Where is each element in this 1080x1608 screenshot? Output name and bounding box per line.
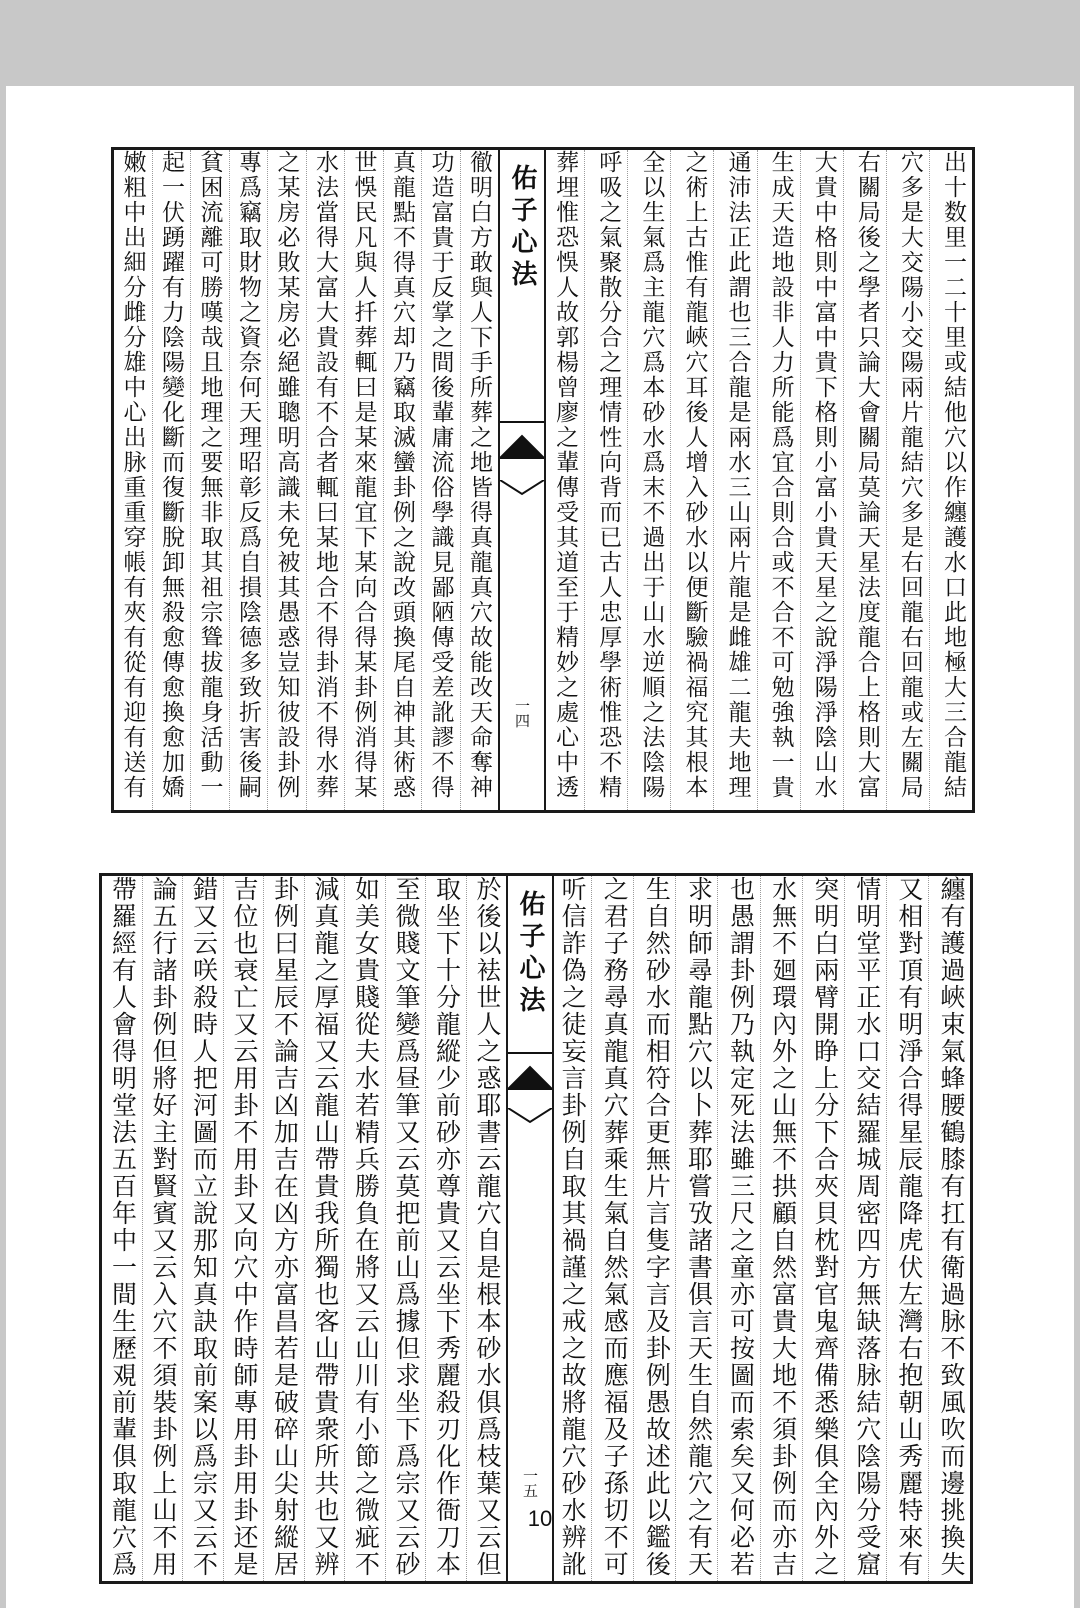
text-column: 通沛法正此謂也三合龍是兩水三山兩片龍是雌雄二龍夫地理 xyxy=(713,150,756,810)
text-column: 世悞民凡與人扦葬輒曰是某來龍宜下某向合得某卦例消得某 xyxy=(344,150,383,810)
text-column: 听信詐偽之徒妄言卦例自取其禍謹之戒之故將龍穴砂水辨訛 xyxy=(558,876,588,1578)
text-column: 又相對頂有明淨合得星辰龍降虎伏左灣右抱朝山秀麗特來有 xyxy=(886,876,928,1581)
text-column: 情明堂平正水口交結羅城周密四方無缺落脉結穴陰陽分受窟 xyxy=(844,876,886,1581)
text-column: 於後以袪世人之惑耶書云龍穴自是根本砂水俱爲枝葉又云但 xyxy=(466,876,507,1581)
text-column: 帶羅經有人會得明堂法五百年中一間生歷覌前輩俱取龍穴爲 xyxy=(108,876,138,1578)
fish-tail-ornament-lower xyxy=(508,1108,552,1128)
text-column: 水法當得大富大貴設有不合者輒曰某地合不得卦消不得水葬 xyxy=(306,150,345,810)
text-column: 大貴中格則中富中貴下格則小富小貴天星之說淨陽淨陰山水 xyxy=(800,150,843,810)
text-column: 生自然砂水而相符合更無片言隻字言及卦例愚故述此以鑑後 xyxy=(633,876,675,1581)
top-spine xyxy=(498,150,546,810)
text-column: 貧困流離可勝嘆哉且地理之要無非取其祖宗聳拔龍身活動一 xyxy=(190,150,229,810)
top-spread xyxy=(111,147,975,813)
text-column: 減真龍之厚福又云龍山帶貴我所獨也客山帶貴衆所共也又辨 xyxy=(304,876,345,1581)
text-column: 突明白兩臂開睁上分下合夾貝枕對官鬼齊備悉樂俱全內外之 xyxy=(802,876,844,1581)
spine-page-number: 一五 xyxy=(521,1468,539,1498)
text-column: 徹明白方敢與人下手所葬之地皆得真龍真穴故能改天命奪神 xyxy=(460,150,499,810)
top-right-page xyxy=(542,150,972,810)
text-column: 生成天造地設非人力所能爲宜合則合或不合不可勉強執一貴 xyxy=(757,150,800,810)
page-number: 10 xyxy=(527,1506,553,1531)
top-left-page xyxy=(114,150,498,810)
text-column: 之術上古惟有龍峽穴耳後人增入砂水以便斷驗禍福究其根本 xyxy=(670,150,713,810)
scanned-page xyxy=(6,86,1074,1608)
text-column: 真龍點不得真穴却乃竊取滅蠻卦例之說改頭換尾自神其術惑 xyxy=(383,150,422,810)
text-column: 之某房必敗某房必絕雖聰明高識未免被其愚惑豈知彼設卦例 xyxy=(267,150,306,810)
text-column: 水無不廻環內外之山無不拱顧自然富貴大地不須卦例而亦吉 xyxy=(760,876,802,1581)
text-column: 卦例曰星辰不論吉凶加吉在凶方亦富昌若是破碎山尖射縱居 xyxy=(263,876,304,1581)
text-column: 功造富貴于反掌之間後輩庸流俗學識見鄙陋傳受差訛謬不得 xyxy=(421,150,460,810)
text-column: 錯又云咲殺時人把河圖而立說那知真訣取前案以爲宗又云不 xyxy=(182,876,223,1581)
spine-title: 佑子心法 xyxy=(515,890,545,1018)
spine-page-number: 一四 xyxy=(513,698,531,728)
text-column: 論五行諸卦例但將好主對賢賓又云入穴不須裝卦例上山不用 xyxy=(142,876,183,1581)
text-column: 吉位也衰亡又云用卦不用卦又向穴中作時師專用卦用卦还是 xyxy=(223,876,264,1581)
text-column: 之君子務尋真龍真穴葬乘生氣自然氣感而應福及子孫切不可 xyxy=(591,876,633,1581)
text-column: 專爲竊取財物之資奈何天理昭彰反爲自損陰德多致折害後嗣 xyxy=(229,150,268,810)
text-column: 如美女貴賤從夫水若精兵勝負在將又云山川有小節之微疵不 xyxy=(344,876,385,1581)
text-column: 求明師尋龍點穴以卜葬耶嘗攷諸書俱言天生自然龍穴之有天 xyxy=(675,876,717,1581)
text-column: 呼吸之氣聚散分合之理情性向背而已古人忠厚學術惟恐不精 xyxy=(584,150,627,810)
text-column: 也愚謂卦例乃執定死法雖三尺之童亦可按圖而索矣又何必若 xyxy=(717,876,759,1581)
text-column: 出十数里一二十里或結他穴以作纏護水口此地極大三合龍結 xyxy=(929,150,972,810)
text-column: 纏有護過峽束氣蜂腰鶴膝有扛有衛過脉不致風吹而邊挑換失 xyxy=(928,876,970,1581)
fish-tail-ornament xyxy=(508,1051,552,1091)
fish-tail-ornament xyxy=(500,420,544,460)
text-column: 至微賤文筆變爲昼筆又云莫把前山爲據但求坐下爲宗又云砂 xyxy=(385,876,426,1581)
text-column: 葬埋惟恐悞人故郭楊曾廖之輩傳受其道至于精妙之處心中透 xyxy=(552,150,579,800)
text-column: 起一伏踴躍有力陰陽變化斷而復斷脫卸無殺愈傳愈換愈加嬌 xyxy=(152,150,191,810)
text-column: 右關局後之學者只論大會關局莫論天星法度龍合上格則大富 xyxy=(843,150,886,810)
bottom-right-page xyxy=(550,876,970,1581)
bottom-left-page xyxy=(102,876,506,1581)
fish-tail-ornament-lower xyxy=(500,480,544,500)
text-column: 穴多是大交陽小交陽兩片龍結穴多是右回龍右回龍或左關局 xyxy=(886,150,929,810)
bottom-spine xyxy=(506,876,554,1581)
spine-title: 佑子心法 xyxy=(507,164,537,292)
text-column: 全以生氣爲主龍穴爲本砂水爲末不過出于山水逆順之法陰陽 xyxy=(627,150,670,810)
bottom-spread xyxy=(99,873,973,1584)
text-column: 取坐下十分龍縱少前砂亦尊貴又云坐下秀麗殺刃化作衙刀本 xyxy=(425,876,466,1581)
text-column: 嫩粗中出細分雌分雄中心出脉重重穿帳有夾有從有迎有送有 xyxy=(119,150,146,800)
